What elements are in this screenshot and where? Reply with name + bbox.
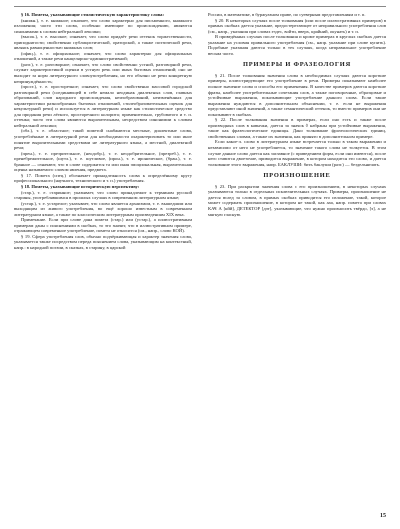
paragraph-usage-note: В приведённых случаях после толкования и кроме примерах в круглых скобках дается указание на условия правильного употребления (см., напр. указание при слове купить). Подобные указания даются только в тех случаях, когда неправильное употребление весьма часто. [208,34,386,56]
paragraph-section-17: § 17. Помета (спец.) обозначает принадлежность слова к определённому кругу профессионального (научного, технического и т. п.) употребления. [14,172,192,184]
page-number: 15 [380,513,386,519]
paragraph-high: (высок.), т. е. высокое; означает, что слово придаёт речи оттенок торжественности, приподнятости; свойственно публицистической, ораторской, а также поэтической речи, являясь равноценностью книжных слов; [14,34,192,51]
right-column [208,12,386,217]
paragraph-obsolete: (устар.), т. е. устарелое; указывает, что слово является архаизмом, т. е. вышедшим или выходящим из живого употребления, во ещё хорошо известным в современном литературном языке, а также по классическим литературным произведениям XIX века. [14,200,192,217]
paragraph-idiom-note: Если какое-л. слово в литературном языке встречается только в таком выражении и независимо от него не употребляется, то значение такого слова не толкуется. В этом случае данное слово дается как заглавное (с приведением форм, если они имеются), после него ставится двоеточие, приводится выражение, в котором находится это слово, и дается толкование этого выражения, напр. БАКЛУШИ: бить баклуши (разг.) — бездельничать. [208,139,386,167]
paragraph-note: Примечание. Если при слове дана помета (стар.) или (устар.), а иллюстративным примерам даны с пояснениями в скобках, то это значит, что в иллюстративном примере, отражающем современное употребление, помета не относится (см., напр., слово КОЙ). [14,217,192,234]
paragraph-official: (офиц.), т. е. официальное; означает, что слово характерно для официальных отношений, а также речи канцелярско-административной; [14,50,192,62]
paragraph-colloquial: (разг.), т. е. разговорное; означает, что слово свойственно устной, разговорной речи, служит характеристикой оценки в устную речь или иных бытовых отношений; оно не выходит за норм литературного словоупотребления, но его обычно не речи конкретную непринуждённость; [14,61,192,84]
paragraph-section-22: § 22. После толкования значения в примерах, если оно есть и также после производных слов в кавычки, дается за значок ◊ набраны при устойчивые выражения, такие как фразеологические единицы. Дано толкование фразеологических единиц, свойственных словам, а также их значения, как принято в дополнительном примере. [208,117,386,139]
paragraph-regional: (обл.), т. е. областное; такой пометой снабжаются местные, диалектные слова, употреблённые в литературной речи для необходимости охарактеризовать то или иное понятие выразительными средствами не литературного языка, а местной, диалектной речи; [14,128,192,151]
dictionary-page [14,12,386,517]
paragraph-old: (стар.), т. е. старинное; указывает, что слово принадлежит к терминам русской старины, употреблявшимся в прошлых случаях в современном литературном языке; [14,189,192,201]
paragraph-vernacular: (прост.), т. е. просторечное; означает, что слово свойственно массовой городской разговорной речи (соединяющей в себе немало неодинак диалектных слов, главных образований, слов народного происхождения, неизобразований, неизменённых для характеристики разнообразных бытовых отношений, стилеобразовательных оценок для некультурной речи) и используется в литературном языке как стилистическое средство для придания речи лёгкого, просторечного колорита; применительно, грубоватого и т. п. оттенка; часто эти слова являются выразительным, несредством синонимии к словам нейтральной лексики; [14,84,192,128]
paragraph-section-19: § 19. Сфера употребления слов, обычно подчёркивающая и характер значения слова, указывается также посредством переда пояснением слова, указывающим на контекстный, напр.: в народной поэзии, в сказках, в старину, в царской [14,233,192,250]
paragraph-section-16: § 16. Пометы, указывающие стилистическую характеристику слова: [21,12,165,17]
paragraph-continuation: России, в математике, в буржуазном праве, по суеверным представлениям и т. п. [208,12,366,17]
paragraph-bookish: (книжн.), т. е. книжное; означает, что слово характерно для письменного, книжного изложения; часто эти слова, особенно имеющие по происхождению, являются синонимами к словам нейтральной лексики; [14,17,192,34]
paragraph-section-23: § 23. При раскрытии значения слова с его произношением, в некоторых случаях указываются только в отдельных исключительных случаях. Примеры, произношение не дается вслед за словом, в прямых скобках приводится его изложение, такой, которое может содержать произношение, в котором не такой, как ааа, напр. помета при словах КАЧ А [кйй], ДЕТЕКТОР [дэт], указывающие, что нужно произносить твёрдо, [э], а не мягкую гласную. [208,183,386,217]
top-rule [14,6,386,7]
paragraph-emotional: (прен.), т. е. презрительное, (неодобр.), т. е. неодобрительное, (презреб.), т. е. пренебрежительное, (шутл.), т. е. шутливое, (ирон.), т. е. ироническое, (бран.), т. е. бранное — означают, что в слове содержится та или иная эмоциональная, выразительная оценка называемого словом явления, предмета. [14,150,192,173]
paragraph-section-20: § 20. В некоторых случаях после толкования (или после иллюстративных примеров) в прямых скобках дается указание, предостерегающее от неправильного употребления слов (см., напр., указания при словах ездес, войти, вверх, крайний, окунать) и т. п. [208,17,386,34]
paragraph-section-18: § 18. Пометы, указывающие историческую перспективу: [21,183,140,189]
left-column [14,12,192,251]
heading-examples-phraseology: ПРИМЕРЫ И ФРАЗЕОЛОГИЯ [243,61,351,69]
paragraph-section-21: § 21. После толкования значения слова в необходимых случаях даются короткие примеры, иллюстрирующие его употребление в речи. Примеры показывают наиболее полное значение слова и способы его применения. В качестве примеров даются короткие фразы, наиболее употребительные сочетания слов, а также поговорочные, образцовые и устойчивые выражения, показывающие употребление данного слова. Если такие выражения нуждаются в дополнительном объяснении, т. е. если не выражения представляют иной значений, а также семантический оттенок, то вместо примеров они не показывают в скобках. [208,72,386,117]
heading-pronunciation: ПРОИЗНОШЕНИЕ [263,172,331,180]
